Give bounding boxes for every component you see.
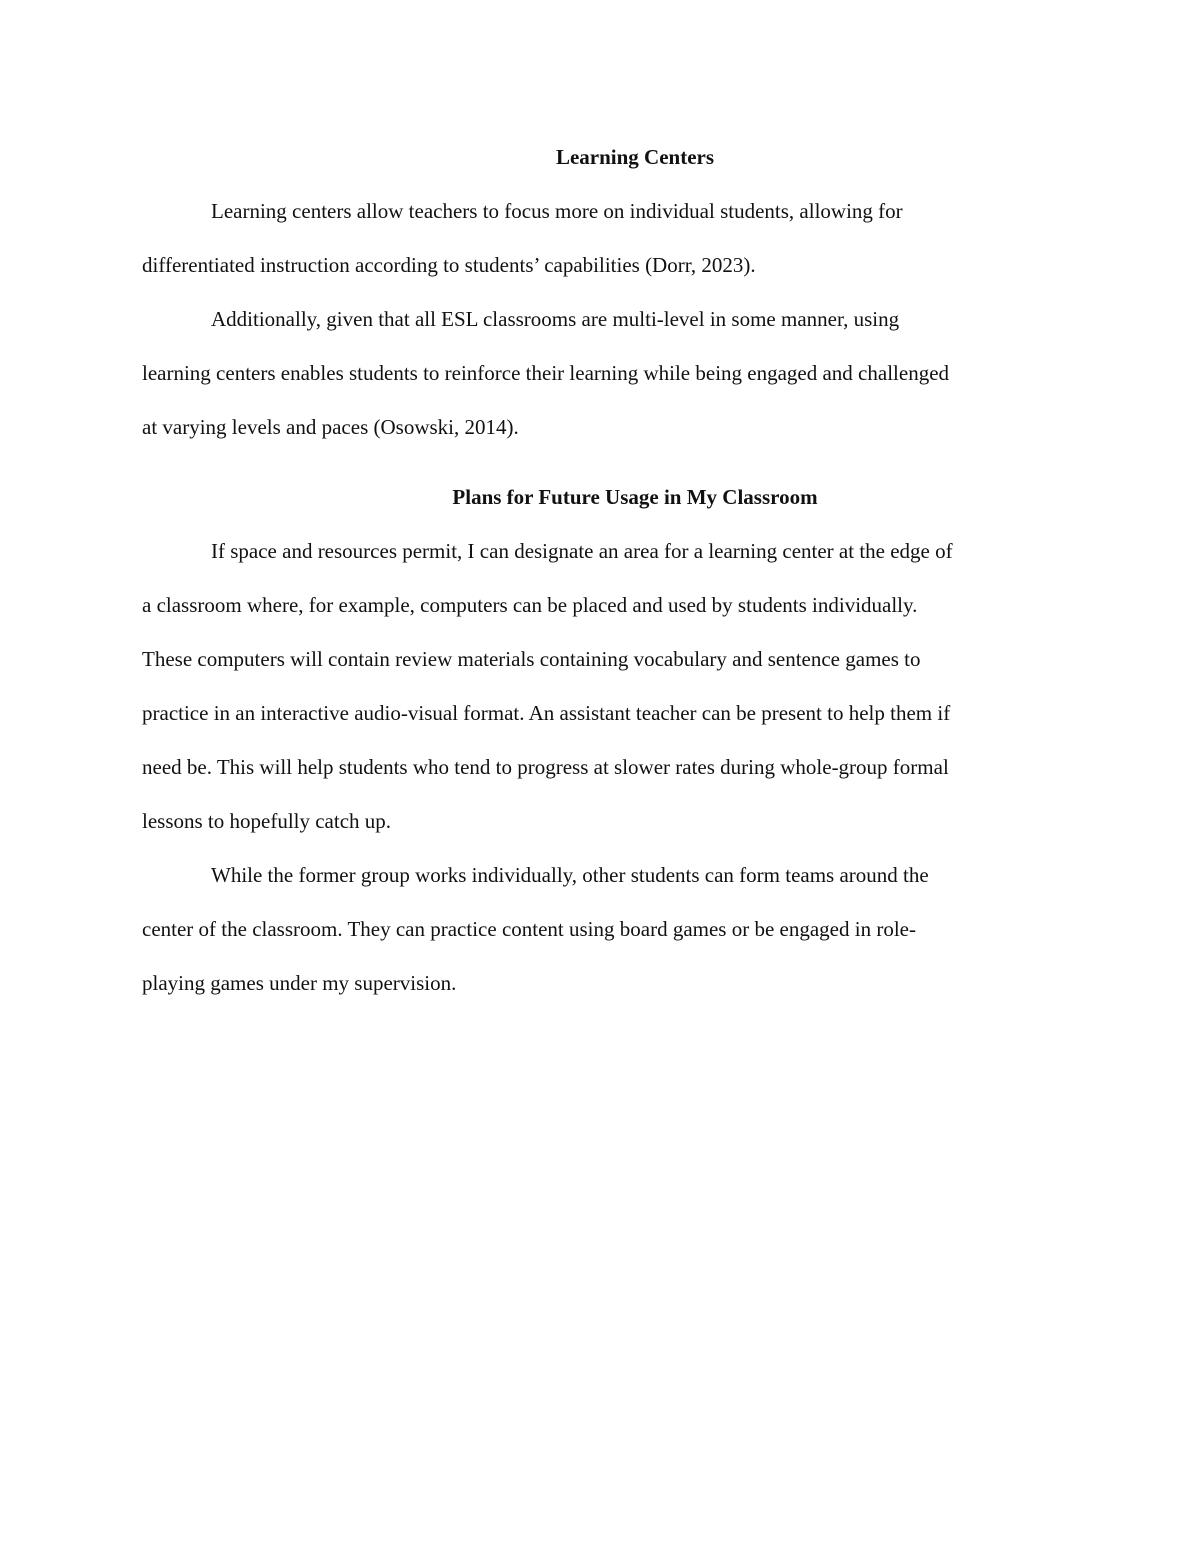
paragraph-line: a classroom where, for example, computers can be placed and used by students individually.	[142, 593, 918, 617]
paragraph-line: playing games under my supervision.	[142, 971, 457, 995]
paragraph-line: These computers will contain review materials containing vocabulary and sentence games to	[142, 647, 921, 671]
section-heading-plans-for-future-usage: Plans for Future Usage in My Classroom	[452, 485, 818, 509]
paragraph-line: lessons to hopefully catch up.	[142, 809, 392, 833]
paragraph-line: center of the classroom. They can practice content using board games or be engaged in role-	[142, 917, 916, 941]
paragraph-line: differentiated instruction according to students’ capabilities (Dorr, 2023).	[142, 253, 756, 277]
section-heading-learning-centers: Learning Centers	[555, 145, 715, 169]
paragraph-line: Learning centers allow teachers to focus more on individual students, allowing for	[211, 199, 903, 223]
paragraph-line: Additionally, given that all ESL classrooms are multi-level in some manner, using	[211, 307, 900, 331]
paragraph-line: While the former group works individually, other students can form teams around the	[211, 863, 929, 887]
paragraph-line: learning centers enables students to reinforce their learning while being engaged and challenged	[142, 361, 950, 385]
paragraph-line: practice in an interactive audio-visual format. An assistant teacher can be present to help them if	[142, 701, 951, 725]
paragraph-line: need be. This will help students who tend to progress at slower rates during whole-group formal	[142, 755, 949, 779]
paragraph-line: If space and resources permit, I can designate an area for a learning center at the edge of	[211, 539, 953, 563]
paragraph-line: at varying levels and paces (Osowski, 2014).	[142, 415, 519, 439]
